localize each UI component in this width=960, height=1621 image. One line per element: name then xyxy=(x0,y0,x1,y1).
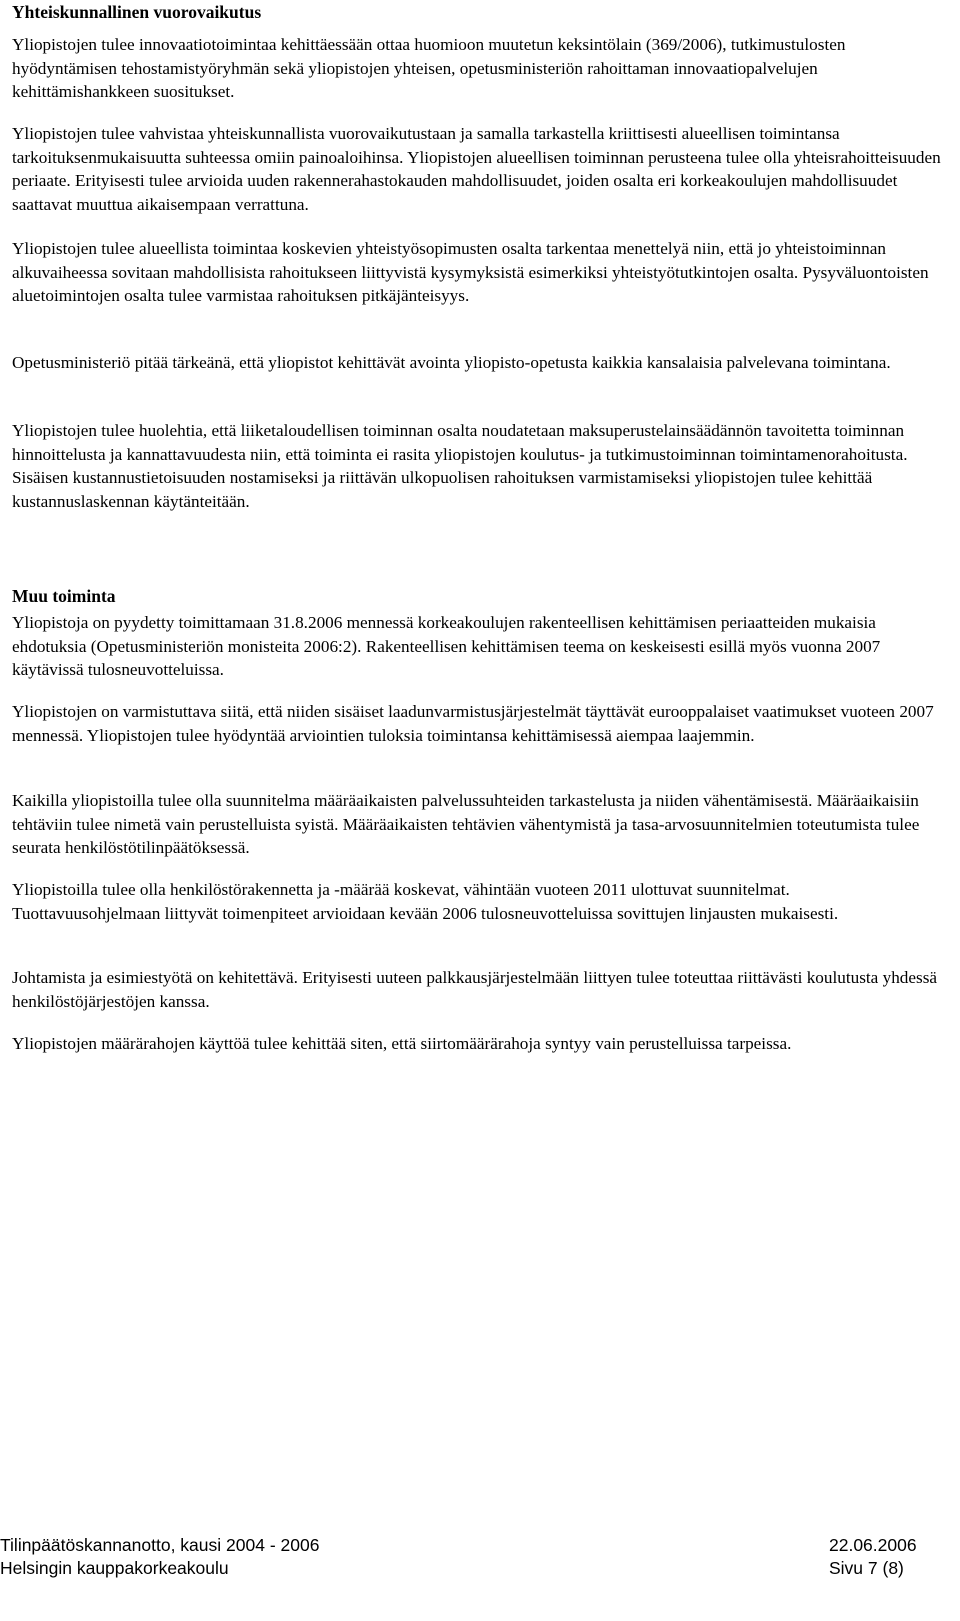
section-heading-yhteiskunnallinen-vuorovaikutus: Yhteiskunnallinen vuorovaikutus xyxy=(12,2,262,22)
footer-report-title: Tilinpäätöskannanotto, kausi 2004 - 2006 xyxy=(0,1535,320,1555)
paragraph: Yliopistojen määrärahojen käyttöä tulee kehittää siten, että siirtomäärärahoja syntyy vain perustelluissa tarpeissa. xyxy=(12,1034,792,1053)
paragraph: Kaikilla yliopistoilla tulee olla suunnitelma määräaikaisten palvelussuhteiden tarkastelusta ja niiden vähentämisestä. Määräaikaisiin tehtäviin tulee nimetä vain perustelluista syistä. Määräaikaisten tehtävien vähentymistä ja tasa-arvosuunnitelmien toteutumista tulee seurata henkilöstötilinpäätöksessä. xyxy=(12,791,920,858)
footer-date: 22.06.2006 xyxy=(829,1535,917,1555)
paragraph: Yliopistoja on pyydetty toimittamaan 31.8.2006 mennessä korkeakoulujen rakenteellisen kehittämisen periaatteiden mukaisia ehdotuksia (Opetusministeriön monisteita 2006:2). Rakenteellisen kehittämisen teema on keskeisesti esillä myös vuonna 2007 käytävissä tulosneuvotteluissa. xyxy=(12,613,881,680)
paragraph: Johtamista ja esimiestyötä on kehitettävä. Erityisesti uuteen palkkausjärjestelmään liittyen tulee toteuttaa riittävästi koulutusta yhdessä henkilöstöjärjestöjen kanssa. xyxy=(12,968,938,1011)
section-heading-muu-toiminta: Muu toiminta xyxy=(12,586,116,606)
page-footer xyxy=(0,1534,960,1579)
paragraph: Yliopistojen on varmistuttava siitä, että niiden sisäiset laadunvarmistusjärjestelmät täyttävät eurooppalaiset vaatimukset vuoteen 2007 mennessä. Yliopistojen tulee hyödyntää arviointien tuloksia toimintansa kehittämisessä aiempaa laajemmin. xyxy=(12,702,934,745)
footer-row-bottom xyxy=(0,1557,960,1580)
footer-page-number: Sivu 7 (8) xyxy=(829,1557,904,1578)
paragraph: Yliopistojen tulee vahvistaa yhteiskunnallista vuorovaikutustaan ja samalla tarkastella kriittisesti alueellisen toimintansa tarkoituksenmukaisuutta suhteessa omiin painoaloihinsa. Yliopistojen alueellisen toiminnan perusteena tulee olla yhteisrahoitteisuuden periaate. Erityisesti tulee arvioida uuden rakennerahastokauden mahdollisuudet, joiden osalta eri korkeakoulujen mahdollisuudet saattavat muuttua aikaisempaan verrattuna. xyxy=(12,124,941,214)
paragraph: Yliopistoilla tulee olla henkilöstörakennetta ja -määrää koskevat, vähintään vuoteen 2011 ulottuvat suunnitelmat. Tuottavuusohjelmaan liittyvät toimenpiteet arvioidaan kevään 2006 tulosneuvotteluissa sovittujen linjausten mukaisesti. xyxy=(12,880,839,923)
footer-row-top xyxy=(0,1534,960,1557)
paragraph: Yliopistojen tulee innovaatiotoimintaa kehittäessään ottaa huomioon muutetun keksintölain (369/2006), tutkimustulosten hyödyntämisen tehostamistyöryhmän sekä yliopistojen yhteisen, opetusministeriön rahoittaman innovaatiopalvelujen kehittämishankkeen suositukset. xyxy=(12,35,846,102)
paragraph: Opetusministeriö pitää tärkeänä, että yliopistot kehittävät avointa yliopisto-opetusta kaikkia kansalaisia palvelevana toimintana. xyxy=(12,353,891,372)
paragraph: Yliopistojen tulee alueellista toimintaa koskevien yhteistyösopimusten osalta tarkentaa menettelyä niin, että jo yhteistoiminnan alkuvaiheessa sovitaan mahdollisista rahoitukseen liittyvistä kysymyksistä esimerkiksi yhteistyötutkintojen osalta. Pysyväluontoisten aluetoimintojen osalta tulee varmistaa rahoituksen pitkäjänteisyys. xyxy=(12,239,929,306)
footer-institution: Helsingin kauppakorkeakoulu xyxy=(0,1557,229,1578)
paragraph: Yliopistojen tulee huolehtia, että liiketaloudellisen toiminnan osalta noudatetaan maksuperustelainsäädännön tavoitetta toiminnan hinnoittelusta ja kannattavuudesta niin, että toiminta ei rasita yliopistojen koulutus- ja tutkimustoiminnan toimintamenorahoitusta. Sisäisen kustannustietoisuuden nostamiseksi ja riittävän ulkopuolisen rahoituksen varmistamiseksi yliopistojen tulee kehittää kustannuslaskennan käytänteitään. xyxy=(12,421,908,511)
